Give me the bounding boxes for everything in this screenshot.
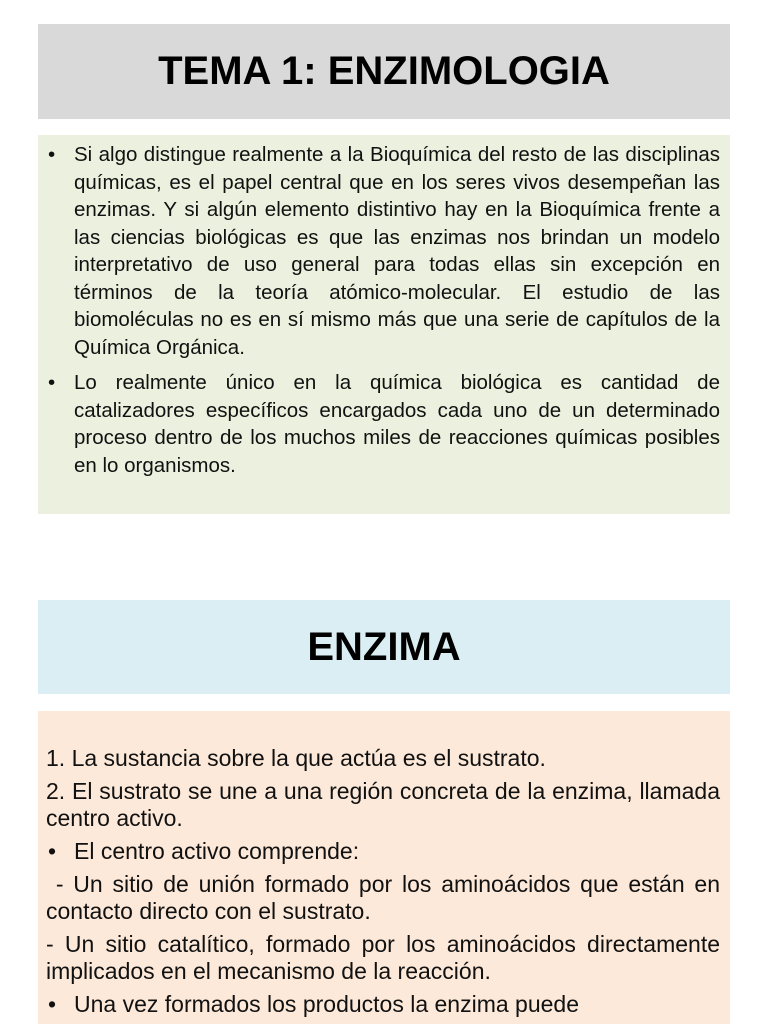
- bullet-text: Una vez formados los productos la enzima puede: [74, 991, 580, 1017]
- slide1-title: TEMA 1: ENZIMOLOGIA: [38, 24, 730, 119]
- bullet-text: El centro activo comprende:: [74, 838, 360, 864]
- bullet-marker: •: [48, 991, 57, 1017]
- sub-item-2: - Un sitio catalítico, formado por los aminoácidos directamente implicados en el mecanismo de la reacción.: [46, 931, 720, 984]
- bullet-text: Lo realmente único en la química biológica es cantidad de catalizadores específicos encargados cada uno de un determinado proceso dentro de los muchos miles de reacciones químicas posibles en lo organismos.: [74, 371, 720, 477]
- list-item: [46, 838, 720, 865]
- bullet-text: Si algo distingue realmente a la Bioquímica del resto de las disciplinas químicas, es el papel central que en los seres vivos desempeñan las enzimas. Y si algún elemento distintivo hay en la Bioquímica frente a las ciencias biológicas es que las enzimas nos brindan un modelo interpretativo de uso general para todas ellas sin excepción en términos de la teoría atómico-molecular. El estudio de las biomoléculas no es en sí mismo más que una serie de capítulos de la Química Orgánica.: [74, 143, 720, 359]
- list-item: [46, 369, 720, 479]
- numbered-item-1: 1. La sustancia sobre la que actúa es el sustrato.: [46, 745, 546, 771]
- slide2-title: ENZIMA: [38, 600, 730, 694]
- bullet-marker: •: [48, 838, 57, 864]
- slide2-content: [38, 711, 730, 1024]
- list-item: [46, 991, 720, 1018]
- bullet-marker: •: [48, 143, 56, 166]
- numbered-item-2: 2. El sustrato se une a una región concreta de la enzima, llamada centro activo.: [46, 778, 720, 831]
- sub-item-1: - Un sitio de unión formado por los aminoácidos que están en contacto directo con el sustrato.: [46, 871, 727, 924]
- slide1-content: [38, 135, 730, 514]
- bullet-marker: •: [48, 371, 56, 394]
- list-item: [46, 141, 720, 361]
